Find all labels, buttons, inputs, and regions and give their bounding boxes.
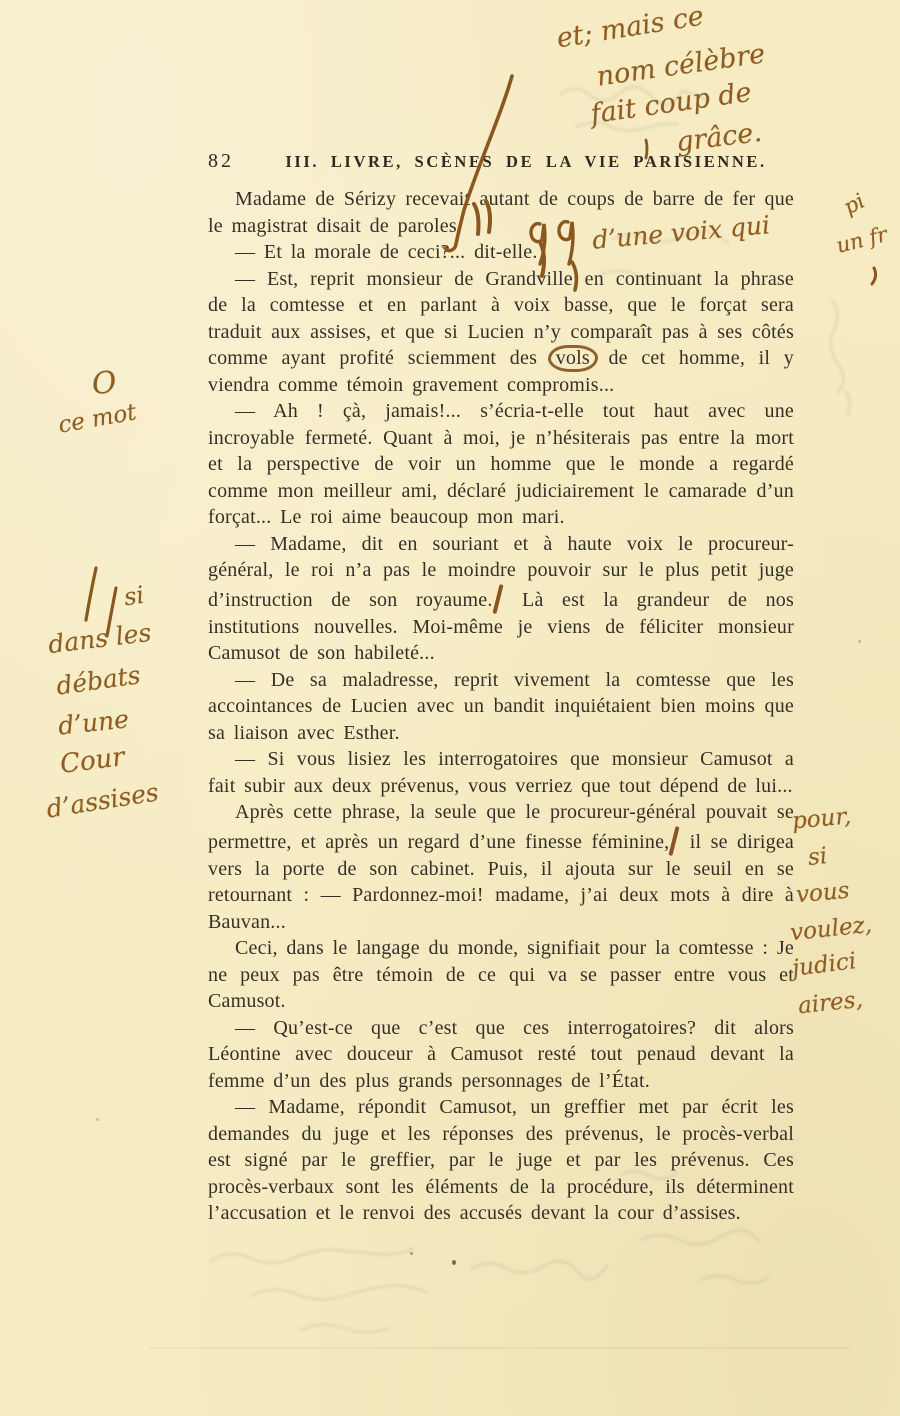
paragraph-5 xyxy=(208,531,794,667)
handwritten-left-margin-column: si xyxy=(122,580,146,612)
handwritten-left-margin-column: dans les xyxy=(46,617,153,660)
paragraph-10: — Qu’est-ce que c’est que ces interrogatoires? dit alors Léontine avec douceur à Camusot resté tout penaud devant la femme d’un des plus grands personnages de l’État. xyxy=(208,1016,794,1092)
handwritten-left-note: O xyxy=(90,364,119,403)
paper-speck xyxy=(410,1252,413,1255)
handwritten-note-top: et; mais ce xyxy=(554,0,706,55)
handwritten-left-margin-column: d’assises xyxy=(44,777,161,824)
handwritten-right-margin-column: judici xyxy=(790,948,858,982)
handwritten-edge-note: pi xyxy=(839,188,869,220)
printed-text-block xyxy=(208,186,794,1227)
handwritten-right-margin-column: voulez, xyxy=(788,911,874,947)
handwritten-note-top: grâce. xyxy=(674,116,764,159)
handwritten-note-top: fait coup de xyxy=(588,76,754,131)
paragraph-1: Madame de Sérizy recevait autant de coups de barre de fer que le magistrat disait de paroles. xyxy=(208,188,794,237)
handwritten-left-margin-column: Cour xyxy=(58,742,127,780)
handwritten-left-margin-column: d’une xyxy=(56,704,131,741)
handwritten-right-margin-column: aires, xyxy=(796,986,864,1020)
paragraph-7: — Si vous lisiez les interrogatoires que monsieur Camusot a fait subir aux deux prévenus, vous verriez que tout dépend de lui... xyxy=(208,748,794,797)
running-title: III. LIVRE, SCÈNES DE LA VIE PARISIENNE. xyxy=(285,152,767,171)
paper-speck xyxy=(96,1118,99,1121)
paragraph-4: — Ah ! çà, jamais!... s’écria-t-elle tout haut avec une incroyable fermeté. Quant à moi, je n’hésiterais pas entre la mort et la perspective de voir un homme que le monde a regardé comme mon meilleur ami, déclaré judiciairement le camarade d’un forçat... Le roi aime beaucoup mon mari. xyxy=(208,400,794,528)
handwritten-right-margin-column: si xyxy=(806,843,829,871)
paragraph-2: — Et la morale de ceci?... dit-elle. xyxy=(235,241,538,263)
paper-speck xyxy=(452,1260,456,1265)
paragraph-8-text-a: Après cette phrase, la seule que le procureur-général pouvait se permettre, et après un regard d’une finesse féminine, xyxy=(208,801,794,853)
ink-circled-word: vols xyxy=(548,345,598,372)
paragraph-5-text-b: Là est la grandeur de nos institutions nouvelles. Moi-même je viens de féliciter monsieur Camusot de son habileté... xyxy=(208,588,794,664)
handwritten-interline-note: d’une voix qui xyxy=(591,210,772,255)
paper-speck xyxy=(858,640,861,643)
paper-crease xyxy=(150,1347,850,1349)
paragraph-8-text-b: il se dirigea vers la porte de son cabinet. Puis, il ajouta sur le seuil en se retournant : — Pardonnez-moi! madame, j’ai deux mots à dire à Bauvan... xyxy=(208,830,794,933)
ink-slash-mark xyxy=(669,825,680,855)
ink-slash-mark xyxy=(492,583,503,613)
paragraph-3 xyxy=(208,266,794,399)
handwritten-left-note: ce mot xyxy=(56,399,139,439)
paragraph-11: — Madame, répondit Camusot, un greffier met par écrit les demandes du juge et les réponses des prévenus, le procès-verbal est signé par le greffier, par le juge et par les prévenus. Ces procès-verbaux sont les éléments de la procédure, ils déterminent l’accusation et le renvoi des accusés devant la cour d’assises. xyxy=(208,1096,794,1224)
paragraph-8 xyxy=(208,799,794,935)
handwritten-right-margin-column: vous xyxy=(794,877,851,909)
paragraph-3-text-a: — Est, reprit monsieur de Grandville en continuant la phrase de la comtesse et en parlant à voix basse, que le forçat sera traduit aux assises, et que si Lucien n’y comparaît pas à ses côtés comme ayant profité sciemment des xyxy=(208,267,794,369)
paragraph-5-text-a: — Madame, dit en souriant et à haute voix le procureur-général, le roi n’a pas le moindre pouvoir sur le plus petit juge d’instruction de son royaume. xyxy=(208,532,794,611)
paragraph-9: Ceci, dans le langage du monde, signifiait pour la comtesse : Je ne peux pas être témoin de ce qui va se passer entre vous et Camusot. xyxy=(208,937,794,1012)
paragraph-3-text-b: de cet homme, il y viendra comme témoin gravement compromis... xyxy=(208,347,795,396)
handwritten-right-margin-column: pour, xyxy=(790,803,853,835)
handwritten-note-top: nom célèbre xyxy=(594,38,768,93)
paragraph-6: — De sa maladresse, reprit vivement la comtesse que les accointances de Lucien avec un bandit inquiétaient bien moins que sa liaison avec Esther. xyxy=(208,668,794,744)
handwritten-edge-note: un fr xyxy=(833,222,890,258)
page-number: 82 xyxy=(208,150,234,172)
handwritten-left-margin-column: débats xyxy=(54,660,143,701)
